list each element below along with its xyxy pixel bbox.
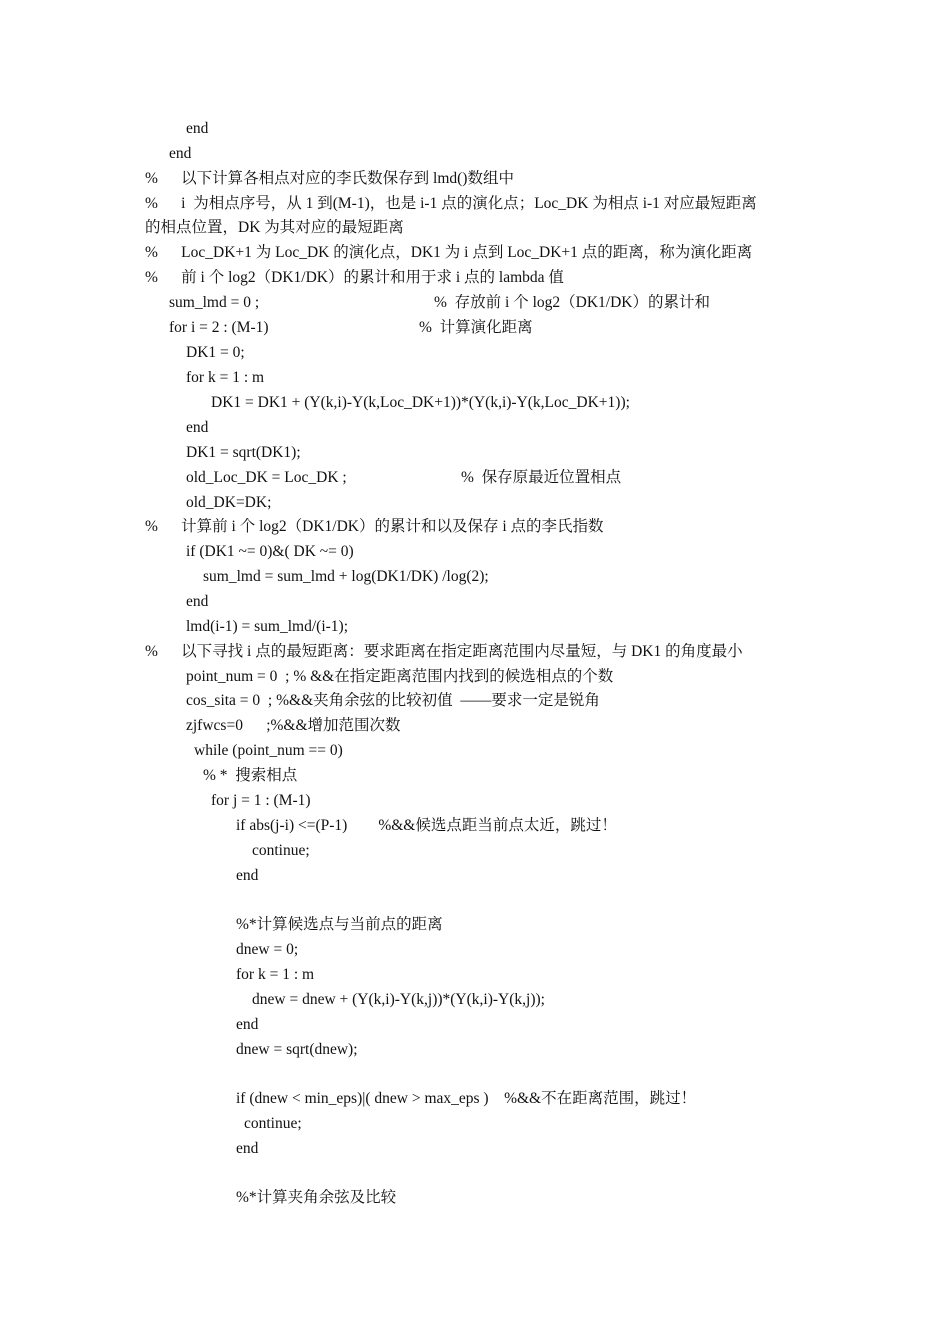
comment-line: 的相点位置，DK 为其对应的最短距离 [145, 219, 404, 236]
code-line: continue; [244, 1115, 302, 1132]
inline-comment: % 计算演化距离 [419, 319, 533, 336]
code-line: end [236, 1140, 259, 1157]
code-line: dnew = sqrt(dnew); [236, 1041, 358, 1058]
code-line: DK1 = sqrt(DK1); [186, 444, 301, 461]
inline-comment: % 保存原最近位置相点 [461, 469, 622, 486]
code-line: old_DK=DK; [186, 494, 272, 511]
comment-line: % 前 i 个 log2（DK1/DK）的累计和用于求 i 点的 lambda 值 [145, 269, 564, 286]
code-line: % * 搜索相点 [203, 767, 298, 784]
code-line: %*计算夹角余弦及比较 [236, 1189, 397, 1206]
code-line: %*计算候选点与当前点的距离 [236, 916, 443, 933]
comment-line: % i 为相点序号，从 1 到(M-1)，也是 i-1 点的演化点；Loc_DK 为相点 i-1 对应最短距离 [145, 195, 757, 212]
code-line: end [236, 1016, 259, 1033]
code-line: old_Loc_DK = Loc_DK ; [186, 469, 347, 486]
code-line: sum_lmd = 0 ; [169, 294, 260, 311]
code-line: for j = 1 : (M-1) [211, 792, 311, 809]
code-line: end [169, 145, 192, 162]
code-line: end [186, 419, 209, 436]
code-line: for i = 2 : (M-1) [169, 319, 269, 336]
code-line: for k = 1 : m [236, 966, 315, 983]
comment-line: % Loc_DK+1 为 Loc_DK 的演化点，DK1 为 i 点到 Loc_DK+1 点的距离，称为演化距离 [145, 244, 753, 261]
code-line: dnew = dnew + (Y(k,i)-Y(k,j))*(Y(k,i)-Y(k,j)); [252, 991, 545, 1008]
code-line: cos_sita = 0 ; %&&夹角余弦的比较初值 ——要求一定是锐角 [186, 692, 600, 709]
code-line: point_num = 0 ; % &&在指定距离范围内找到的候选相点的个数 [186, 668, 614, 685]
code-line: DK1 = 0; [186, 344, 245, 361]
code-line: if (DK1 ~= 0)&( DK ~= 0) [186, 543, 354, 560]
code-line: lmd(i-1) = sum_lmd/(i-1); [186, 618, 349, 635]
code-line: continue; [252, 842, 310, 859]
code-line: for k = 1 : m [186, 369, 265, 386]
comment-line: % 计算前 i 个 log2（DK1/DK）的累计和以及保存 i 点的李氏指数 [145, 518, 604, 535]
comment-line: % 以下寻找 i 点的最短距离：要求距离在指定距离范围内尽量短，与 DK1 的角度最小 [145, 643, 743, 660]
inline-comment: % 存放前 i 个 log2（DK1/DK）的累计和 [434, 294, 710, 311]
code-line: while (point_num == 0) [194, 742, 343, 759]
code-line: sum_lmd = sum_lmd + log(DK1/DK) /log(2); [203, 568, 489, 585]
code-line: dnew = 0; [236, 941, 299, 958]
code-line: if abs(j-i) <=(P-1) %&&候选点距当前点太近，跳过！ [236, 817, 617, 834]
comment-line: % 以下计算各相点对应的李氏数保存到 lmd()数组中 [145, 170, 514, 187]
code-line: end [236, 867, 259, 884]
code-line: if (dnew < min_eps)|( dnew > max_eps ) %&&不在距离范围，跳过！ [236, 1090, 697, 1107]
code-line: end [186, 593, 209, 610]
code-line: DK1 = DK1 + (Y(k,i)-Y(k,Loc_DK+1))*(Y(k,i)-Y(k,Loc_DK+1)); [211, 394, 630, 411]
code-line: end [186, 120, 209, 137]
code-line: zjfwcs=0 ;%&&增加范围次数 [186, 717, 401, 734]
